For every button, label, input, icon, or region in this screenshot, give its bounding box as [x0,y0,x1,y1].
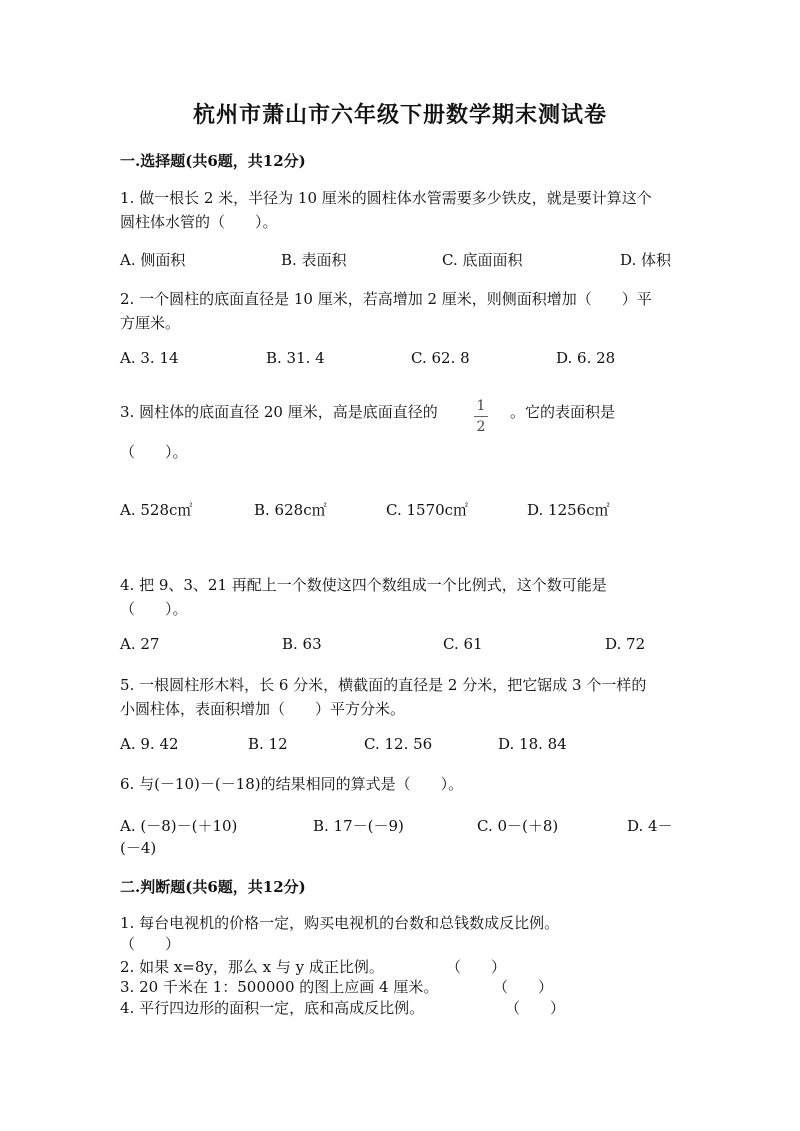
section-heading-judgement: 二.判断题(共6题，共12分) [120,878,306,896]
question-4-option-d: D. 72 [605,635,646,653]
question-2-option-c: C. 62. 8 [411,349,470,367]
question-6-option-b: B. 17－(－9) [313,817,404,835]
judgement-3-answer-blank: （ ） [493,978,554,996]
question-2-option-d: D. 6. 28 [556,349,616,367]
question-5-text: 5. 一根圆柱形木料，长 6 分米，横截面的直径是 2 分米，把它锯成 3 个一样的 [120,676,647,694]
judgement-4-answer-blank: （ ） [505,999,566,1017]
question-2-option-b: B. 31. 4 [266,349,325,367]
judgement-2-text: 2. 如果 x=8y，那么 x 与 y 成正比例。 [120,958,384,976]
judgement-4-text: 4. 平行四边形的面积一定，底和高成反比例。 [120,999,425,1017]
question-1-text-cont: 圆柱体水管的（ ）。 [120,213,278,231]
question-1-option-c: C. 底面面积 [442,251,523,269]
question-2-option-a: A. 3. 14 [120,349,179,367]
question-4-text: 4. 把 9、3、21 再配上一个数使这四个数组成一个比例式，这个数可能是 [120,576,607,594]
question-5-option-b: B. 12 [248,735,288,753]
question-5-text-cont: 小圆柱体，表面积增加（ ）平方分米。 [120,700,406,718]
page-title: 杭州市萧山市六年级下册数学期末测试卷 [192,102,607,128]
fraction-bar [474,416,488,417]
question-5-option-a: A. 9. 42 [120,735,179,753]
question-4-option-c: C. 61 [443,635,483,653]
question-6-option-d-wrap: (－4) [120,839,157,857]
question-1-option-b: B. 表面积 [281,251,347,269]
judgement-1-text: 1. 每台电视机的价格一定，购买电视机的台数和总钱数成反比例。 [120,914,560,932]
question-6-option-c: C. 0－(＋8) [477,817,559,835]
question-3-text-cont: （ ）。 [120,443,188,461]
question-3-text-after-fraction: 。它的表面积是 [510,403,616,421]
question-3-option-b: B. 628c㎡ [254,501,327,519]
question-3-option-a: A. 528c㎡ [120,501,193,519]
question-3-option-c: C. 1570c㎡ [386,501,469,519]
question-2-text: 2. 一个圆柱的底面直径是 10 厘米，若高增加 2 厘米，则侧面积增加（ ）平 [120,290,652,308]
question-6-option-a: A. (－8)－(＋10) [120,817,238,835]
question-6-option-d: D. 4－ [627,817,673,835]
question-5-option-c: C. 12. 56 [364,735,433,753]
question-3-option-d: D. 1256c㎡ [527,501,610,519]
question-4-option-a: A. 27 [120,635,160,653]
judgement-1-answer-blank: （ ） [120,935,181,953]
question-3-text: 3. 圆柱体的底面直径 20 厘米，高是底面直径的 [120,403,438,421]
fraction-denominator: 2 [476,419,486,435]
judgement-2-answer-blank: （ ） [446,958,507,976]
question-6-text: 6. 与(－10)－(－18)的结果相同的算式是（ ）。 [120,775,464,793]
question-4-text-cont: （ ）。 [120,600,188,618]
question-2-text-cont: 方厘米。 [120,314,181,332]
question-1-option-a: A. 侧面积 [120,251,186,269]
question-1-text: 1. 做一根长 2 米，半径为 10 厘米的圆柱体水管需要多少铁皮，就是要计算这个 [120,189,652,207]
section-heading-choice: 一.选择题(共6题，共12分) [120,152,306,170]
question-1-option-d: D. 体积 [620,251,672,269]
question-4-option-b: B. 63 [282,635,322,653]
judgement-3-text: 3. 20 千米在 1：500000 的图上应画 4 厘米。 [120,978,439,996]
question-5-option-d: D. 18. 84 [498,735,567,753]
fraction-one-half [474,398,488,435]
fraction-numerator: 1 [476,398,486,414]
